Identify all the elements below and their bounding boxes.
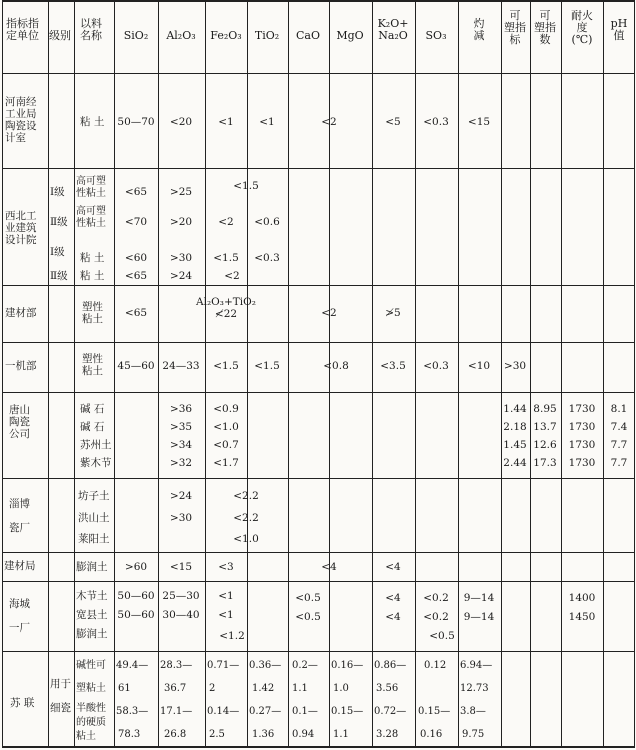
- g1-material: 粘 土: [80, 116, 105, 128]
- g8-r2-al2o3: 30—40: [162, 609, 200, 621]
- g4-al2o3: 24—33: [162, 360, 200, 372]
- g8-r3-material: 膨润土: [76, 628, 108, 640]
- g5-r4-al2o3: >32: [169, 457, 193, 469]
- g9-r5-so3: 0.16: [420, 729, 443, 740]
- g9-r3-material: 半酸性: [76, 703, 106, 714]
- g9-r1-mgo: 0.16—: [331, 660, 364, 671]
- g8-r2-refr: 1450: [568, 611, 596, 623]
- header-unit: 指标指 定单位: [6, 17, 39, 42]
- g2-r1-fe-ti: <1.5: [233, 180, 259, 192]
- header-plasticity-number: 可 塑指 数: [534, 9, 556, 46]
- g2-r2-tio2: <0.6: [254, 216, 280, 228]
- g4-fe2o3: <1.5: [213, 360, 239, 372]
- g1-loss: <15: [467, 116, 491, 128]
- g2-r3-grade: Ⅰ级: [50, 246, 65, 258]
- g5-r3-refr: 1730: [568, 439, 596, 451]
- g9-r2-fe2o3: 2: [209, 683, 216, 694]
- g6-r1-al2o3: >24: [169, 490, 193, 502]
- g4-k2o: <3.5: [380, 360, 406, 372]
- g5-r1-material: 碱 石: [80, 403, 105, 415]
- g8-r1-fe2o3: <1: [218, 590, 234, 602]
- g5-r2-al2o3: >35: [169, 421, 193, 433]
- g9-r3-k2o: 0.72—: [374, 706, 407, 717]
- g2-r1-material: 高可塑 性粘土: [76, 176, 106, 199]
- g9-r1-tio2: 0.36—: [249, 660, 282, 671]
- g8-r3-so3: <0.5: [429, 630, 455, 642]
- g1-cao-mgo: <2: [321, 116, 337, 128]
- g8-r2-fe2o3: <1: [218, 609, 234, 621]
- g9-r1-fe2o3: 0.71—: [207, 660, 240, 671]
- g8-r2-k2o: <4: [385, 611, 401, 623]
- g9-r3-tio2: 0.27—: [249, 706, 282, 717]
- g9-r5-al2o3: 26.8: [164, 729, 187, 740]
- g9-r3-loss: 3.8—: [460, 706, 486, 717]
- g2-r3-tio2: <0.3: [254, 252, 280, 264]
- g6-r1-fe-ti: <2.2: [233, 490, 259, 502]
- g7-material: 膨润土: [76, 561, 108, 573]
- header-material: 以料 名称: [80, 17, 102, 42]
- unit-zibo: 淄博 瓷厂: [9, 498, 30, 534]
- g9-r2-cao: 1.1: [292, 683, 308, 694]
- g5-r3-ph: 7.7: [610, 439, 628, 451]
- g9-r2-tio2: 1.42: [252, 683, 275, 694]
- g5-r1-refr: 1730: [568, 403, 596, 415]
- unit-northwest: 西北工 业建筑 设计院: [5, 210, 37, 246]
- g8-r2-loss: 9—14: [463, 611, 495, 623]
- g2-r4-fe2o3: <2: [224, 270, 240, 282]
- g5-r4-pn: 17.3: [533, 457, 557, 469]
- g9-r2-mgo: 1.0: [333, 683, 349, 694]
- g8-r3-fe2o3: <1.2: [219, 630, 245, 642]
- header-mgo: MgO: [336, 29, 364, 42]
- g9-r1-sio2: 49.4—: [116, 660, 149, 671]
- g5-r1-pn: 8.95: [533, 403, 557, 415]
- g9-r3-al2o3: 17.1—: [160, 706, 193, 717]
- unit-building-materials-bureau: 建材局: [4, 560, 36, 572]
- unit-first-machinery-ministry: 一机部: [5, 360, 37, 372]
- g2-r4-sio2: <65: [124, 270, 148, 282]
- g5-r4-ph: 7.7: [610, 457, 628, 469]
- g9-r3-mgo: 0.15—: [331, 706, 364, 717]
- g9-r5-tio2: 1.36: [252, 729, 275, 740]
- g5-r3-pn: 12.6: [533, 439, 557, 451]
- g9-purpose: 用于 细瓷: [50, 678, 71, 714]
- header-k2o-na2o: K₂O+ Na₂O: [377, 17, 409, 42]
- header-loss: 灼 减: [473, 17, 485, 42]
- g5-r1-fe2o3: <0.9: [213, 403, 239, 415]
- g1-tio2: <1: [259, 116, 275, 128]
- g9-r2-sio2: 61: [118, 683, 131, 694]
- g9-r5-k2o: 3.28: [376, 729, 399, 740]
- g9-r1-so3: 0.12: [424, 660, 447, 671]
- g6-r2-fe-ti: <2.2: [233, 512, 259, 524]
- g6-r3-fe-ti: <1.0: [233, 533, 259, 545]
- g3-material: 塑性 粘土: [82, 301, 103, 325]
- g5-r2-fe2o3: <1.0: [213, 421, 239, 433]
- g6-r2-material: 洪山土: [78, 512, 110, 524]
- g8-r1-al2o3: 25—30: [162, 590, 200, 602]
- g5-r3-pi: 1.45: [503, 439, 527, 451]
- g9-r5-mgo: 1.1: [333, 729, 349, 740]
- g3-sio2: <65: [124, 307, 148, 319]
- header-ph: pH 值: [610, 17, 628, 42]
- g9-r5-cao: 0.94: [292, 729, 315, 740]
- g3-al-ti: Al₂O₃+TiO₂ ≮22: [196, 296, 256, 320]
- g9-r1-cao: 0.2—: [292, 660, 318, 671]
- g5-r2-ph: 7.4: [610, 421, 628, 433]
- g5-r2-refr: 1730: [568, 421, 596, 433]
- g5-r1-al2o3: >36: [169, 403, 193, 415]
- unit-building-materials-ministry: 建材部: [5, 307, 37, 319]
- g4-cao-mgo: <0.8: [323, 360, 349, 372]
- g7-al2o3: <15: [169, 561, 193, 573]
- g9-r5-loss: 9.75: [462, 729, 485, 740]
- g9-r5-fe2o3: 2.5: [209, 729, 225, 740]
- g9-r3-so3: 0.15—: [418, 706, 451, 717]
- g4-loss: <10: [467, 360, 491, 372]
- g2-r1-al2o3: >25: [169, 186, 193, 198]
- g8-r2-cao: <0.5: [295, 611, 321, 623]
- g3-cao-mgo: <2: [321, 307, 337, 319]
- g5-r1-pi: 1.44: [503, 403, 527, 415]
- g4-tio2: <1.5: [254, 360, 280, 372]
- g1-al2o3: <20: [169, 116, 193, 128]
- g8-r1-refr: 1400: [568, 592, 596, 604]
- g9-r3-fe2o3: 0.14—: [207, 706, 240, 717]
- g7-k2o: <4: [385, 561, 401, 573]
- g2-r1-grade: Ⅰ级: [50, 186, 65, 198]
- g9-r2-loss: 12.73: [460, 683, 489, 694]
- g2-r4-grade: Ⅱ级: [50, 270, 68, 282]
- g5-r1-ph: 8.1: [610, 403, 628, 415]
- g5-r4-material: 紫木节: [80, 457, 112, 469]
- g9-r5-sio2: 78.3: [118, 729, 141, 740]
- g8-r1-sio2: 50—60: [117, 590, 155, 602]
- g2-r2-sio2: <70: [124, 216, 148, 228]
- g2-r2-material: 高可塑 性粘土: [76, 206, 106, 229]
- g8-r1-cao: <0.5: [295, 592, 321, 604]
- g8-r1-loss: 9—14: [463, 592, 495, 604]
- g5-r3-fe2o3: <0.7: [213, 439, 239, 451]
- g5-r4-refr: 1730: [568, 457, 596, 469]
- g5-r3-material: 苏州土: [80, 439, 112, 451]
- header-fe2o3: Fe₂O₃: [210, 29, 242, 42]
- g9-r1-al2o3: 28.3—: [160, 660, 193, 671]
- g9-r3-sio2: 58.3—: [116, 706, 149, 717]
- header-plasticity-index: 可 塑指 标: [504, 9, 526, 46]
- g9-r1-loss: 6.94—: [460, 660, 493, 671]
- g2-r3-material: 粘 土: [80, 252, 105, 264]
- g4-material: 塑性 粘土: [82, 353, 103, 377]
- g9-r3-cao: 0.1—: [292, 706, 318, 717]
- g9-r1-k2o: 0.86—: [374, 660, 407, 671]
- g8-r1-k2o: <4: [385, 592, 401, 604]
- g7-cao-mgo: <4: [321, 561, 337, 573]
- g2-r2-fe2o3: <2: [218, 216, 234, 228]
- g1-so3: <0.3: [423, 116, 449, 128]
- g1-sio2: 50—70: [117, 116, 155, 128]
- header-tio2: TiO₂: [254, 29, 280, 42]
- g5-r2-pi: 2.18: [503, 421, 527, 433]
- header-sio2: SiO₂: [123, 29, 149, 42]
- g6-r2-al2o3: >30: [169, 512, 193, 524]
- g2-r4-al2o3: >24: [169, 270, 193, 282]
- g8-r2-so3: <0.2: [423, 611, 449, 623]
- g2-r3-fe2o3: <1.5: [213, 252, 239, 264]
- g4-sio2: 45—60: [117, 360, 155, 372]
- g2-r1-sio2: <65: [124, 186, 148, 198]
- header-cao: CaO: [296, 29, 320, 42]
- g6-r1-material: 坊子土: [78, 490, 110, 502]
- g2-r4-material: 粘 土: [80, 270, 105, 282]
- g3-k2o: ≯5: [385, 307, 401, 319]
- unit-haicheng: 海城 一厂: [9, 598, 30, 634]
- g8-r1-material: 木节土: [76, 590, 108, 602]
- g1-k2o: <5: [385, 116, 401, 128]
- g5-r2-material: 碱 石: [80, 421, 105, 433]
- g9-r2-material: 塑粘土: [76, 683, 106, 694]
- g9-r5-material: 粘土: [76, 731, 96, 742]
- header-so3: SO₃: [425, 29, 447, 42]
- g4-plasticity-index: >30: [503, 360, 527, 372]
- g6-r3-material: 莱阳土: [78, 533, 110, 545]
- g5-r4-fe2o3: <1.7: [213, 457, 239, 469]
- g4-so3: <0.3: [423, 360, 449, 372]
- unit-tangshan: 唐山 陶瓷 公司: [9, 404, 30, 440]
- g7-sio2: >60: [124, 561, 148, 573]
- g7-fe2o3: <3: [218, 561, 234, 573]
- g5-r3-al2o3: >34: [169, 439, 193, 451]
- header-grade: 级别: [49, 29, 71, 42]
- unit-ussr: 苏 联: [10, 697, 35, 709]
- g5-r2-pn: 13.7: [533, 421, 557, 433]
- g2-r2-grade: Ⅱ级: [50, 216, 68, 228]
- g8-r2-sio2: 50—60: [117, 609, 155, 621]
- g9-r2-al2o3: 36.7: [164, 683, 187, 694]
- g2-r3-sio2: <60: [124, 252, 148, 264]
- g2-r2-al2o3: >20: [169, 216, 193, 228]
- header-refractoriness: 耐火 度 (℃): [571, 9, 593, 46]
- g8-r1-so3: <0.2: [423, 592, 449, 604]
- g8-r2-material: 宽县土: [76, 609, 108, 621]
- g9-r1-material: 碱性可: [76, 660, 106, 671]
- g1-fe2o3: <1: [218, 116, 234, 128]
- g5-r4-pi: 2.44: [503, 457, 527, 469]
- g2-r3-al2o3: >30: [169, 252, 193, 264]
- header-al2o3: Al₂O₃: [166, 29, 196, 42]
- unit-henan: 河南经 工业局 陶瓷设 计室: [5, 96, 37, 144]
- g9-r2-k2o: 3.56: [376, 683, 399, 694]
- g9-r4-material: 的硬质: [76, 717, 106, 728]
